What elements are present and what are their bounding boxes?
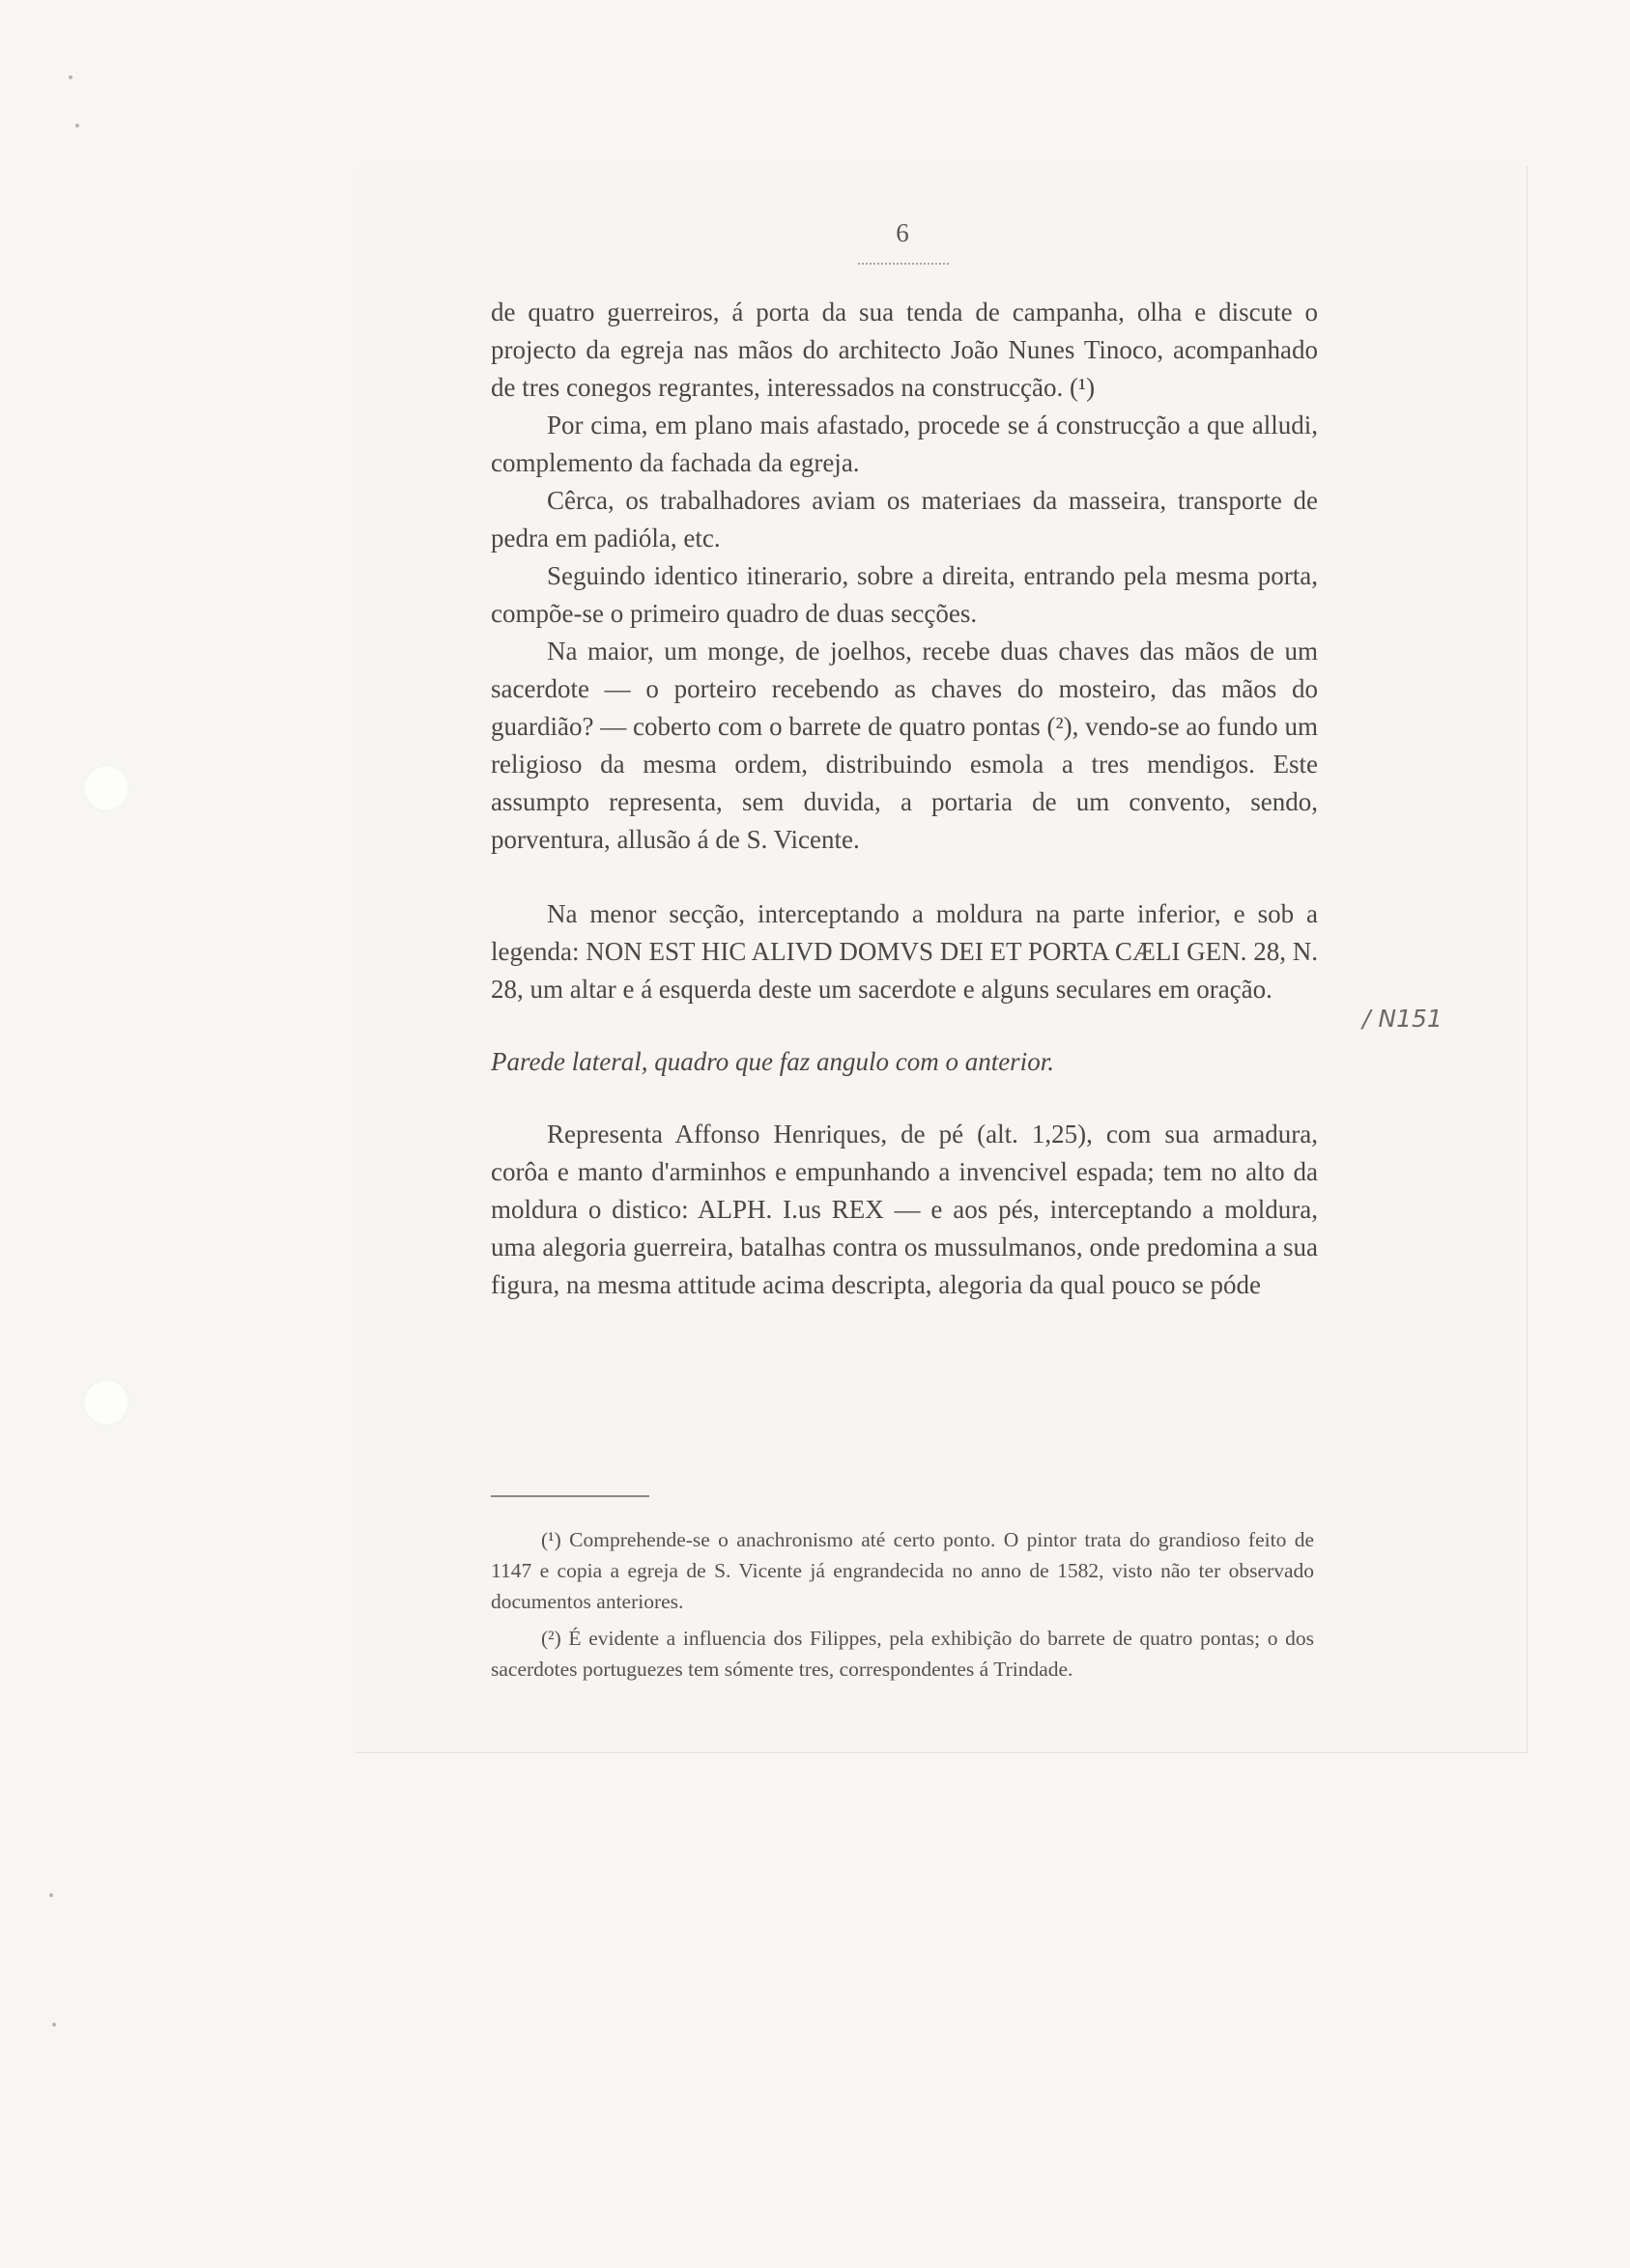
footnotes xyxy=(491,1524,1314,1690)
paper-speck xyxy=(75,124,79,128)
binding-hole-upper xyxy=(83,765,129,811)
paper-speck xyxy=(49,1893,53,1897)
footnote-2: (²) É evidente a influencia dos Filippes, pela exhibição do barrete de quatro pontas; o dos sacerdotes portuguezes tem sómente tres, correspondentes á Trindade. xyxy=(491,1627,1314,1681)
body-text xyxy=(491,294,1318,1304)
paragraph-workers: Cêrca, os trabalhadores aviam os materiaes da masseira, transporte de pedra em padióla, etc. xyxy=(491,486,1318,553)
paragraph-itinerary: Seguindo identico itinerario, sobre a direita, entrando pela mesma porta, compõe-se o primeiro quadro de duas secções. xyxy=(491,561,1318,628)
paragraph-affonso-henriques: Representa Affonso Henriques, de pé (alt. 1,25), com sua armadura, corôa e manto d'arminhos e empunhando a invencivel espada; tem no alto da moldura o distico: ALPH. I.us REX — e aos pés, interceptando a moldura, uma alegoria guerreira, batalhas contra os mussulmanos, onde predomina a sua figura, na mesma attitude acima descripta, alegoria da qual pouco se póde xyxy=(491,1120,1318,1299)
paragraph-major-section: Na maior, um monge, de joelhos, recebe duas chaves das mãos de um sacerdote — o porteiro recebendo as chaves do mosteiro, das mãos do guardião? — coberto com o barrete de quatro pontas (²), vendo-se ao fundo um religioso da mesma ordem, distribuindo esmola a tres mendigos. Este assumpto representa, sem duvida, a portaria de um convento, sendo, porventura, allusão á de S. Vicente. xyxy=(491,637,1318,854)
section-heading-lateral-wall: Parede lateral, quadro que faz angulo com o anterior. xyxy=(491,1047,1054,1076)
paper-speck xyxy=(52,2023,56,2027)
paragraph-construction: Por cima, em plano mais afastado, procede se á construcção a que alludi, complemento da fachada da egreja. xyxy=(491,411,1318,477)
footnote-separator xyxy=(491,1495,649,1497)
paragraph-minor-section: Na menor secção, interceptando a moldura na parte inferior, e sob a legenda: NON EST HIC ALIVD DOMVS DEI ET PORTA CÆLI GEN. 28, N. 28, um altar e á esquerda deste um sacerdote e alguns seculares em oração. xyxy=(491,899,1318,1004)
page-number: 6 xyxy=(896,218,909,247)
paragraph-continuation: de quatro guerreiros, á porta da sua tenda de campanha, olha e discute o projecto da egreja nas mãos do architecto João Nunes Tinoco, acompanhado de tres conegos regrantes, interessados na construcção. (¹) xyxy=(491,298,1318,402)
paper-speck xyxy=(69,75,72,79)
binding-hole-lower xyxy=(83,1379,129,1426)
handwritten-margin-note: / N151 xyxy=(1362,1005,1443,1033)
footnote-1: (¹) Comprehende-se o anachronismo até certo ponto. O pintor trata do grandioso feito de 1147 e copia a egreja de S. Vicente já engrandecida no anno de 1582, visto não ter observado documentos anteriores. xyxy=(491,1528,1314,1613)
page-number-rule xyxy=(858,263,949,265)
